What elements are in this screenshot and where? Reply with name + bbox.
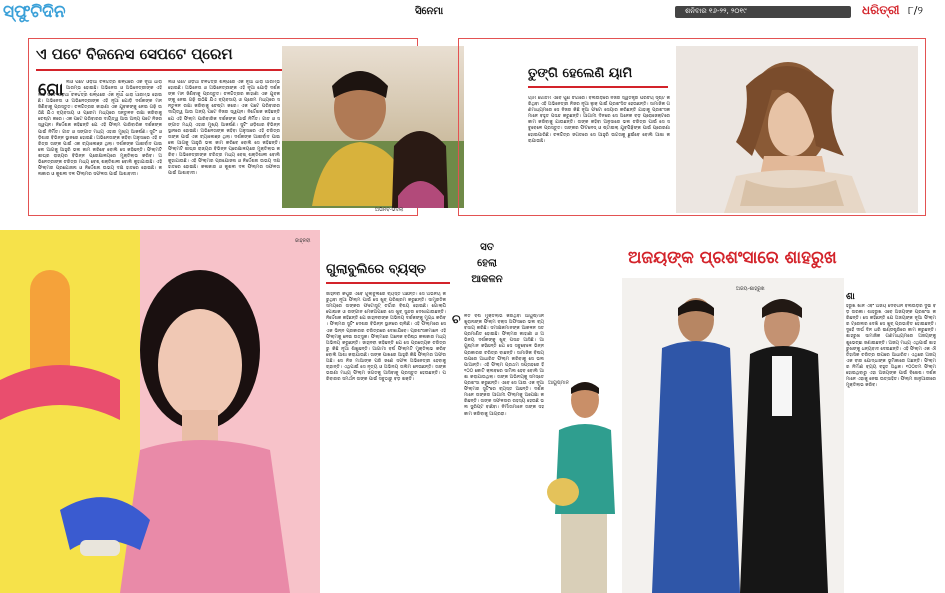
section-label: ସିନେମା [415, 6, 444, 17]
headline-4 [450, 240, 524, 308]
headline-4-line-1: ସତ [480, 242, 494, 253]
dropcap-1: ଗୋ [38, 80, 64, 100]
paper-logo: ଧରିତ୍ରୀ [862, 3, 900, 17]
story-body-3: ଜାହ୍ନବୀ କପୁର ଏବେ ଗୁଲାବୁଲିରେ ବ୍ୟସ୍ତ ଅଛନ୍ତି। ସେ ଅଭିନୟ କରୁଥିବା ନୂଆ ଫିଲ୍ମ ପାଇଁ ସେ ଖୁବ୍ ପରିଶ୍ରମ କରୁଛନ୍ତି। ସାମ୍ପ୍ରତିକ ସମୟରେ ତାଙ୍କର ଫଟୋସୁଟ୍ ଚର୍ଚ୍ଚାର ବିଷୟ ହୋଇଛି। ଗୋଲାପି ପୋଷାକ ଓ ରଙ୍ଗୀନ ମେକଅପରେ ସେ ଖୁବ୍ ସୁନ୍ଦର ଦେଖାଯାଉଛନ୍ତି। ନିର୍ଦ୍ଦେଶକ କହିଛନ୍ତି ଯେ ଜାହ୍ନବୀଙ୍କ ଅଭିନୟ ଦର୍ଶକଙ୍କୁ ମୁଗ୍ଧ କରିବ। ଫିଲ୍ମର ସୁଟିଂ ଦେଶର ବିଭିନ୍ନ ସ୍ଥାନରେ ଚାଲିଛି। ଏହି ଫିଲ୍ମରେ ସେ ଏକ ଭିନ୍ନ ପ୍ରକାରର ଚରିତ୍ରରେ ଦେଖାଯିବେ। ପ୍ରଶଂସକମାନେ ଏହି ଫିଲ୍ମକୁ ନେଇ ଉତ୍ସୁକ। ଫିଲ୍ମରେ ଅନେକ ବରିଷ୍ଠ କଳାକାର ମଧ୍ୟ ଅଭିନୟ କରୁଛନ୍ତି। ଜାହ୍ନବୀ କହିଛନ୍ତି ଯେ ସେ ପ୍ରତ୍ୟେକ ଚରିତ୍ରରୁ କିଛି ନୂଆ ଶିଖୁଛନ୍ତି। ଆଗାମୀ ବର୍ଷ ଫିଲ୍ମଟି ମୁକ୍ତିଲାଭ କରିବ ବୋଲି ଆଶା କରାଯାଉଛି। ତାଙ୍କ ପାଖରେ ଆହୁରି କିଛି ଫିଲ୍ମର ଅଫର ଅଛି। ସେ ନିଜ ମାଆଙ୍କ ପରି ଜଣେ ସଫଳ ଅଭିନେତ୍ରୀ ହେବାକୁ ଚାହାନ୍ତି। ଏଥିପାଇଁ ସେ ନୃତ୍ୟ ଓ ଅଭିନୟ ତାଲିମ ନେଉଛନ୍ତି। ତାଙ୍କ ଭଉଣୀ ମଧ୍ୟ ଫିଲ୍ମ ଜଗତକୁ ଆସିବାକୁ ପ୍ରସ୍ତୁତ ହେଉଛନ୍ତି। ପରିବାରର ସମର୍ଥନ ତାଙ୍କ ପାଇଁ ସବୁଠାରୁ ବଡ଼ ଶକ୍ତି। [326, 292, 446, 383]
photo-couple [282, 46, 464, 208]
dropcap-4: ଚ [452, 312, 461, 326]
headline-5: ଅଜୟଙ୍କ ପ୍ରଶଂସାରେ ଶାହରୁଖ [628, 248, 837, 268]
headline-4-line-3: ଆକଳନ [471, 274, 503, 285]
photo-caption-5: ଅଜୟ-ଶାହରୁଖ [736, 286, 765, 292]
issue-date: ଶନିବାର ୧୬-୨୨, ୨୦୧୯ [685, 7, 747, 15]
story-body-1a: ଲିଓ ପଟେ ଓଡ଼ିଆ ଚଳଚ୍ଚିତ୍ର ଶିଳ୍ପରେ ଏକ ନୂଆ ଧାରା ଆରମ୍ଭ ହୋଇଛି। ଅଭିନେତା ଓ ଅଭିନେତ୍ରୀଙ୍କ ଏହି [66, 80, 162, 92]
dropcap-5: ଶା [846, 292, 855, 302]
photo-credit-janhvi: ଜାହ୍ନବୀ [295, 238, 311, 244]
story-body-1c: ଲିଓ ପଟେ ଓଡ଼ିଆ ଚଳଚ୍ଚିତ୍ର ଶିଳ୍ପରେ ଏକ ନୂଆ ଧାରା ଆରମ୍ଭ ହୋଇଛି। ଅଭିନେତା ଓ ଅଭିନେତ୍ରୀଙ୍କ ଏହି ନୂଆ ଯୋଡ଼ି ଦର୍ଶକଙ୍କ ମନ ଜିଣିବାକୁ ପ୍ରସ୍ତୁତ। ଚଳଚ୍ଚିତ୍ରର କାହାଣୀ ଏକ ଯୁବକଙ୍କୁ ନେଇ ଗଢ଼ି ଉଠିଛି ଯିଏ ବ୍ୟବସାୟ ଓ ପ୍ରେମ ମଧ୍ୟରେ ସନ୍ତୁଳନ ରକ୍ଷା କରିବାକୁ ଚେଷ୍ଟା କରେ। ଏକ ପଟେ ପରିବାରର ଦାୟିତ୍ୱ ଆଉ ଅନ୍ୟ ପଟେ ନିଜର ସ୍ୱପ୍ନ। ନିର୍ଦ୍ଦେଶକ କହିଛନ୍ତି ଯେ ଏହି ଫିଲ୍ମ ପାରିବାରିକ ଦର୍ଶକଙ୍କ ପାଇଁ ନିର୍ମିତ। ଗୀତ ଓ ସଙ୍ଗୀତ ମଧ୍ୟ ଏହାର ମୁଖ୍ୟ ଆକର୍ଷଣ। ସୁଟିଂ ଓଡ଼ିଶାର ବିଭିନ୍ନ ସ୍ଥାନରେ ହୋଇଛି। ଅଭିନେତାଙ୍କ କହିବା ଅନୁସାରେ ଏହି ଚରିତ୍ର ତାଙ୍କ ପାଇଁ ଏକ ଚ୍ୟାଲେଞ୍ଜ ଥିଲା। ଦର୍ଶକଙ୍କ ଆଶୀର୍ବାଦ ପାଇଲେ ଆଗକୁ ଆହୁରି ଭଲ କାମ କରିବେ ବୋଲି ସେ କହିଛନ୍ତି। ଫିଲ୍ମଟି ଶୀଘ୍ର ରାଜ୍ୟର ବିଭିନ୍ନ ପ୍ରେକ୍ଷାଳୟରେ ମୁକ୍ତିଲାଭ କରିବ। ଅଭିନେତ୍ରୀଙ୍କ ଚରିତ୍ର ମଧ୍ୟ ବେଶ୍ ଶକ୍ତିଶାଳୀ ବୋଲି କୁହାଯାଉଛି। ଏହି ଫିଲ୍ମର ପ୍ରଯୋଜନା ଓ ନିର୍ଦ୍ଦେଶନା ଉଭୟ ଦକ୍ଷ ହାତରେ ହୋଇଛି। କଳାକାର ଓ କୁଶଳୀ ଦଳ ଫିଲ୍ମର ସଫଳତା ପାଇଁ ଆଶାବାଦୀ। [168, 80, 280, 177]
headline-2: ତୁଙ୍ଗି ହେଲେଣି ୟାମି [528, 66, 633, 81]
page-number: ୮/୨ [908, 4, 923, 17]
photo-caption-1: ଅଭିନବ-ଭିଦଲା [375, 207, 404, 213]
story-body-1b: ଲିଓ ପଟେ ଓଡ଼ିଆ ଚଳଚ୍ଚିତ୍ର ଶିଳ୍ପରେ ଏକ ନୂଆ ଧାରା ଆରମ୍ଭ ହୋଇଛି। ଅଭିନେତା ଓ ଅଭିନେତ୍ରୀଙ୍କ ଏହି ନୂଆ ଯୋଡ଼ି ଦର୍ଶକଙ୍କ ମନ ଜିଣିବାକୁ ପ୍ରସ୍ତୁତ। ଚଳଚ୍ଚିତ୍ରର କାହାଣୀ ଏକ ଯୁବକଙ୍କୁ ନେଇ ଗଢ଼ି ଉଠିଛି ଯିଏ ବ୍ୟବସାୟ ଓ ପ୍ରେମ ମଧ୍ୟରେ ସନ୍ତୁଳନ ରକ୍ଷା କରିବାକୁ ଚେଷ୍ଟା କରେ। ଏକ ପଟେ ପରିବାରର ଦାୟିତ୍ୱ ଆଉ ଅନ୍ୟ ପଟେ ନିଜର ସ୍ୱପ୍ନ। ନିର୍ଦ୍ଦେଶକ କହିଛନ୍ତି ଯେ ଏହି ଫିଲ୍ମ ପାରିବାରିକ ଦର୍ଶକଙ୍କ ପାଇଁ ନିର୍ମିତ। ଗୀତ ଓ ସଙ୍ଗୀତ ମଧ୍ୟ ଏହାର ମୁଖ୍ୟ ଆକର୍ଷଣ। ସୁଟିଂ ଓଡ଼ିଶାର ବିଭିନ୍ନ ସ୍ଥାନରେ ହୋଇଛି। ଅଭିନେତାଙ୍କ କହିବା ଅନୁସାରେ ଏହି ଚରିତ୍ର ତାଙ୍କ ପାଇଁ ଏକ ଚ୍ୟାଲେଞ୍ଜ ଥିଲା। ଦର୍ଶକଙ୍କ ଆଶୀର୍ବାଦ ପାଇଲେ ଆଗକୁ ଆହୁରି ଭଲ କାମ କରିବେ ବୋଲି ସେ କହିଛନ୍ତି। ଫିଲ୍ମଟି ଶୀଘ୍ର ରାଜ୍ୟର ବିଭିନ୍ନ ପ୍ରେକ୍ଷାଳୟରେ ମୁକ୍ତିଲାଭ କରିବ। ଅଭିନେତ୍ରୀଙ୍କ ଚରିତ୍ର ମଧ୍ୟ ବେଶ୍ ଶକ୍ତିଶାଳୀ ବୋଲି କୁହାଯାଉଛି। ଏହି ଫିଲ୍ମର ପ୍ରଯୋଜନା ଓ ନିର୍ଦ୍ଦେଶନା ଉଭୟ ଦକ୍ଷ ହାତରେ ହୋଇଛି। କଳାକାର ଓ କୁଶଳୀ ଦଳ ଫିଲ୍ମର ସଫଳତା ପାଇଁ ଆଶାବାଦୀ। [38, 93, 162, 178]
story-body-5: ହରୁଖ ଖାନ ଏବଂ ଅଜୟ ଦେବଗନ ବଲିଉଡ଼ର ଦୁଇ ବଡ଼ ତାରକା। ଶାହରୁଖ ଏବେ ଅଜୟଙ୍କ ପ୍ରଶଂସା କରିଛନ୍ତି। ସେ କହିଛନ୍ତି ଯେ ଅଜୟଙ୍କ ନୂଆ ଫିଲ୍ମର ଟ୍ରେଲର ଦେଖି ସେ ଖୁବ୍ ପ୍ରଭାବିତ ହୋଇଛନ୍ତି। ଦୁହେଁ ଦୀର୍ଘ ଦିନ ଧରି ଇଣ୍ଡଷ୍ଟ୍ରିରେ କାମ କରୁଛନ୍ତି। ଶାହରୁଖ ସାମାଜିକ ଗଣମାଧ୍ୟମରେ ଅଜୟଙ୍କୁ ଶୁଭେଚ୍ଛା ଜଣାଇଛନ୍ତି। ଅଜୟ ମଧ୍ୟ ଏଥିପାଇଁ ଶାହରୁଖଙ୍କୁ ଧନ୍ୟବାଦ ଦେଇଛନ୍ତି। ଏହି ଫିଲ୍ମ ଏକ ଐତିହାସିକ ଚରିତ୍ର ଉପରେ ଆଧାରିତ। ଏଥିରେ ଅଜୟ ଏକ ବୀର ଯୋଦ୍ଧାଙ୍କ ଭୂମିକାରେ ଅଛନ୍ତି। ଫିଲ୍ମର ନିର୍ମାଣ ବ୍ୟୟ ବହୁତ ଅଧିକ। ୧୦୦ତମ ଫିଲ୍ମ ହୋଇଥିବାରୁ ଏହା ଅଜୟଙ୍କ ପାଇଁ ବିଶେଷ। ଦର୍ଶକମାନେ ଏହାକୁ ନେଇ ଉତ୍ସାହିତ। ଫିଲ୍ମ ଜାନୁଆରୀରେ ମୁକ୍ତିଲାଭ କରିବ। [846, 304, 936, 389]
story-body-4: ଳିତ ବର୍ଷ ମୁକ୍ତିଲାଭ କରିଥିବା ଆୟୁଷ୍ମାନ ଖୁରାନାଙ୍କ ଫିଲ୍ମ ବକ୍ସ ଅଫିସରେ ଭଲ ବ୍ୟବସାୟ କରିଛି। ସମୀକ୍ଷକମାନଙ୍କ ଆକଳନ ସତ ପ୍ରମାଣିତ ହୋଇଛି। ଫିଲ୍ମର କାହାଣୀ ଓ ଅଭିନୟ ଦର୍ଶକଙ୍କୁ ଖୁବ୍ ପସନ୍ଦ ଆସିଛି। ଆୟୁଷ୍ମାନ କହିଛନ୍ତି ଯେ ସେ ସବୁବେଳେ ଭିନ୍ନ ପ୍ରକାରର ଚରିତ୍ର ବାଛନ୍ତି। ସାମାଜିକ ବିଷୟ ଉପରେ ଆଧାରିତ ଫିଲ୍ମ କରିବାକୁ ସେ ଭଲ ପାଆନ୍ତି। ଏହି ଫିଲ୍ମ ପ୍ରଥମ ସପ୍ତାହରେ ହିଁ ୧୦୦ କୋଟି କ୍ଲବରେ ସାମିଲ ହେବ ବୋଲି ଆଶା କରାଯାଉଥିଲା। ତାଙ୍କ ଅଭିନୟକୁ ସମସ୍ତେ ପ୍ରଶଂସା କରୁଛନ୍ତି। ଏବେ ସେ ଆଉ ଏକ ନୂଆ ଫିଲ୍ମର ସୁଟିଂରେ ବ୍ୟସ୍ତ ଅଛନ୍ତି। ଦର୍ଶକମାନେ ତାଙ୍କର ଆଗାମୀ ଫିଲ୍ମକୁ ଅପେକ୍ଷା କରିଛନ୍ତି। ତାଙ୍କ ସଫଳତାର ରହସ୍ୟ ହେଉଛି ଭଲ ସ୍କ୍ରିପ୍ଟ ବାଛିବା। ନିର୍ମାତାମାନେ ତାଙ୍କ ସହ କାମ କରିବାକୁ ଆଗ୍ରହୀ। [464, 314, 544, 417]
headline-underline-3 [326, 282, 450, 284]
headline-underline-2 [528, 86, 668, 88]
headline-underline-1 [36, 69, 286, 71]
photo-ayushmann [545, 374, 623, 593]
headline-1: ଏ ପଟେ ବିଜନେସ ସେପଟେ ପ୍ରେମ [36, 45, 233, 63]
photo-ajay-shahrukh [622, 278, 844, 593]
date-bar [675, 6, 851, 18]
story-body-2: ୟାମି ଗୌତମ ଏବେ ପୁଣି ଚର୍ଚ୍ଚାରେ। ବଲିଉଡ଼ରେ ନିଜର ସ୍ୱତନ୍ତ୍ର ପରିଚୟ ସୃଷ୍ଟି କରିଥିବା ଏହି ଅଭିନେତ୍ରୀ ନିଜର ନୂଆ ଲୁକ୍ ପାଇଁ ପ୍ରଶଂସିତ ହେଉଛନ୍ତି। ସାମାଜିକ ଗଣମାଧ୍ୟମରେ ସେ ନିଜର କିଛି ନୂଆ ଫଟୋ ସେୟାର କରିଛନ୍ତି ଯାହାକୁ ପ୍ରଶଂସକମାନେ ବହୁତ ପସନ୍ଦ କରୁଛନ୍ତି। ଆଗାମୀ ଦିନରେ ସେ ଅନେକ ବଡ଼ ପ୍ରୋଜେକ୍ଟରେ କାମ କରିବାକୁ ଯାଉଛନ୍ତି। ତାଙ୍କ କହିବା ଅନୁସାରେ ଭଲ ଚରିତ୍ର ପାଇଁ ସେ ସବୁବେଳେ ପ୍ରସ୍ତୁତ। ତାଙ୍କର ଫିଟନେସ୍ ଓ ଷ୍ଟାଇଲ୍ ଯୁବପିଢ଼ିଙ୍କ ପାଇଁ ପ୍ରେରଣା ହୋଇପାରିଛି। ଚଳଚ୍ଚିତ୍ର ଜଗତରେ ସେ ଆହୁରି ଉଚ୍ଚତାକୁ ଛୁଇଁବେ ବୋଲି ଆଶା କରାଯାଉଛି। [528, 96, 670, 144]
photo-janhvi [0, 230, 320, 593]
photo-credit-ayushmann: ଆୟୁଷ୍ମାନ [548, 380, 569, 386]
photo-yami [676, 46, 918, 213]
brand-logo: ସ୍ଫୁଟିଦିନ [3, 2, 66, 22]
headline-4-line-2: ହେଲା [477, 258, 497, 269]
headline-3: ଗୁଲାବୁଲିରେ ବ୍ୟସ୍ତ [326, 262, 426, 277]
masthead [0, 0, 945, 26]
